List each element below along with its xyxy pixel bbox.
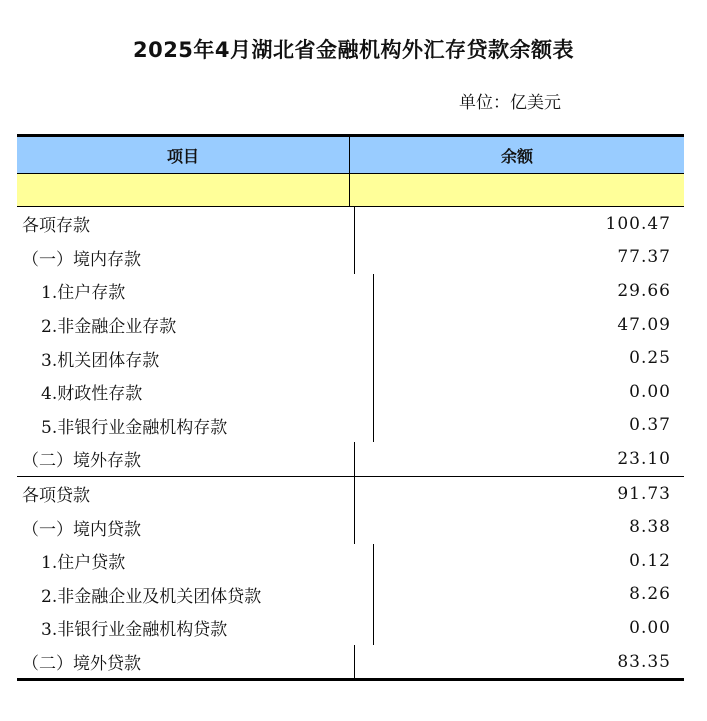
row-label: 各项贷款 bbox=[17, 477, 355, 511]
row-value: 91.73 bbox=[617, 483, 671, 504]
table-bottom-rule bbox=[17, 678, 684, 681]
table-row bbox=[17, 375, 684, 409]
row-value: 77.37 bbox=[617, 247, 671, 268]
table-row bbox=[17, 611, 684, 645]
header-spacer-row bbox=[17, 173, 684, 206]
row-value: 100.47 bbox=[605, 213, 671, 234]
unit-label: 单位：亿美元 bbox=[459, 93, 561, 113]
page-title: 2025年4月湖北省金融机构外汇存贷款余额表 bbox=[132, 38, 575, 62]
row-value: 0.00 bbox=[629, 617, 671, 638]
row-label: 2.非金融企业存款 bbox=[17, 308, 374, 342]
loans-section bbox=[17, 476, 684, 679]
table-row bbox=[17, 544, 684, 578]
table-row bbox=[17, 341, 684, 375]
table-row bbox=[17, 241, 684, 275]
row-label: （一）境内贷款 bbox=[17, 510, 355, 544]
row-value: 0.37 bbox=[629, 415, 671, 436]
table-header-row bbox=[17, 137, 684, 173]
column-header-balance: 余额 bbox=[500, 146, 533, 166]
table-row bbox=[17, 442, 684, 476]
row-value: 0.00 bbox=[629, 381, 671, 402]
table-row bbox=[17, 645, 684, 679]
row-value: 83.35 bbox=[617, 651, 671, 672]
row-label: 3.机关团体存款 bbox=[17, 341, 374, 375]
table-row bbox=[17, 510, 684, 544]
table-row bbox=[17, 578, 684, 612]
row-label: 4.财政性存款 bbox=[17, 375, 374, 409]
row-label: （二）境外存款 bbox=[17, 442, 355, 476]
row-value: 0.25 bbox=[629, 348, 671, 369]
row-value: 8.26 bbox=[629, 584, 671, 605]
row-value: 29.66 bbox=[617, 280, 671, 301]
table-row bbox=[17, 274, 684, 308]
row-label: 2.非金融企业及机关团体贷款 bbox=[17, 578, 374, 612]
row-label: 1.住户存款 bbox=[17, 274, 374, 308]
row-value: 0.12 bbox=[629, 550, 671, 571]
row-value: 23.10 bbox=[617, 448, 671, 469]
row-label: （二）境外贷款 bbox=[17, 645, 355, 679]
table-row bbox=[17, 409, 684, 443]
deposits-section bbox=[17, 206, 684, 476]
row-label: 1.住户贷款 bbox=[17, 544, 374, 578]
row-label: 各项存款 bbox=[17, 207, 355, 241]
table-row bbox=[17, 477, 684, 511]
row-label: （一）境内存款 bbox=[17, 241, 355, 275]
column-header-item: 项目 bbox=[17, 137, 350, 173]
balance-table bbox=[17, 134, 684, 681]
row-label: 3.非银行业金融机构贷款 bbox=[17, 611, 374, 645]
row-label: 5.非银行业金融机构存款 bbox=[17, 409, 374, 443]
row-value: 47.09 bbox=[617, 314, 671, 335]
table-body bbox=[17, 206, 684, 678]
table-row bbox=[17, 308, 684, 342]
table-row bbox=[17, 207, 684, 241]
row-value: 8.38 bbox=[629, 517, 671, 538]
